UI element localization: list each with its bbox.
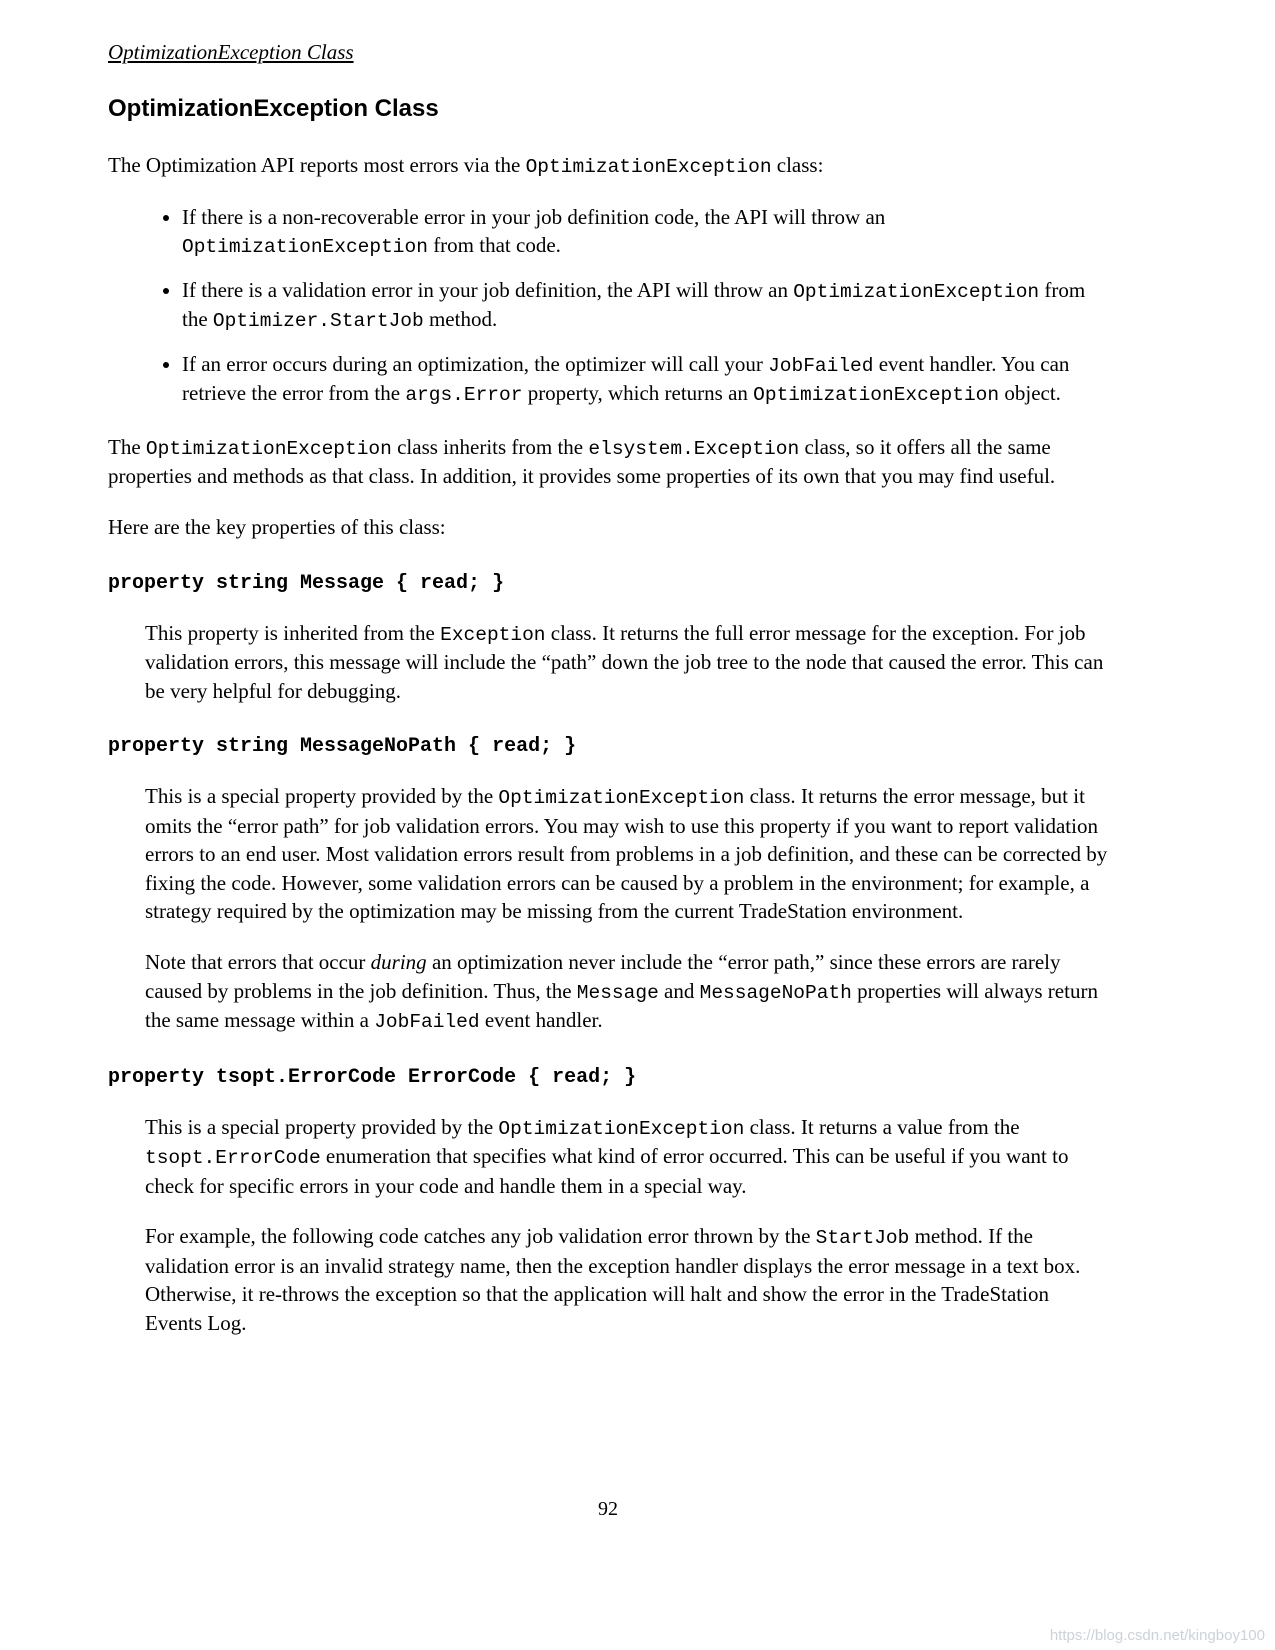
page-content	[108, 40, 1108, 1360]
property-heading-message: property string Message { read; }	[108, 571, 505, 595]
property-heading-errorcode: property tsopt.ErrorCode ErrorCode { read; }	[108, 1065, 637, 1089]
inherits-paragraph: The OptimizationException class inherits from the elsystem.Exception class, so it offers all the same properties and methods as that class. In addition, it provides some properties of its own that you may find useful.	[108, 434, 1056, 489]
page-number: 92	[598, 1498, 618, 1520]
property-messagenopath-paragraph-1: This is a special property provided by the OptimizationException class. It returns the error message, but it omits the “error path” for job validation errors. You may wish to use this property if you want to report validation errors to an end user. Most validation errors result from problems in a job definition, and these can be corrected by fixing the code. However, some validation errors can be caused by a problem in the environment; for example, a strategy required by the optimization may be missing from the current TradeStation environment.	[145, 784, 1108, 924]
property-errorcode-paragraph-2: For example, the following code catches any job validation error thrown by the StartJob method. If the validation error is an invalid strategy name, then the exception handler displays the error message in a text box. Otherwise, it re-throws the exception so that the application will halt and show the error in the TradeStation Events Log.	[145, 1224, 1081, 1335]
property-messagenopath-paragraph-2: Note that errors that occur during an optimization never include the “error path,” since these errors are rarely caused by problems in the job definition. Thus, the Message and MessageNoPath properties will always return the same message within a JobFailed event handler.	[145, 949, 1098, 1034]
running-header-text: OptimizationException Class	[108, 40, 354, 64]
bullet-item-validation: • If there is a validation error in your job definition, the API will throw an OptimizationException from the Optimizer.StartJob method.	[182, 276, 1108, 335]
key-properties-paragraph: Here are the key properties of this class:	[108, 515, 446, 540]
bullet-list	[108, 203, 1108, 409]
property-message-paragraph: This property is inherited from the Exception class. It returns the full error message for the exception. For job validation errors, this message will include the “path” down the job tree to the node that caused the error. This can be very helpful for debugging.	[145, 620, 1104, 703]
bullet-item-nonrecoverable: • If there is a non-recoverable error in your job definition code, the API will throw an OptimizationException from that code.	[182, 203, 1108, 261]
running-header	[108, 40, 1108, 65]
property-heading-messagenopath: property string MessageNoPath { read; }	[108, 735, 577, 759]
intro-paragraph: The Optimization API reports most errors via the OptimizationException class:	[108, 153, 824, 178]
property-errorcode-paragraph-1: This is a special property provided by the OptimizationException class. It returns a value from the tsopt.ErrorCode enumeration that specifies what kind of error occurred. This can be useful if you want to check for specific errors in your code and handle them in a special way.	[145, 1114, 1069, 1198]
watermark: https://blog.csdn.net/kingboy100	[1049, 1627, 1265, 1644]
bullet-item-during-optimization: • If an error occurs during an optimization, the optimizer will call your JobFailed event handler. You can retrieve the error from the args.Error property, which returns an OptimizationException object.	[182, 350, 1108, 409]
page-title: OptimizationException Class	[108, 95, 439, 122]
